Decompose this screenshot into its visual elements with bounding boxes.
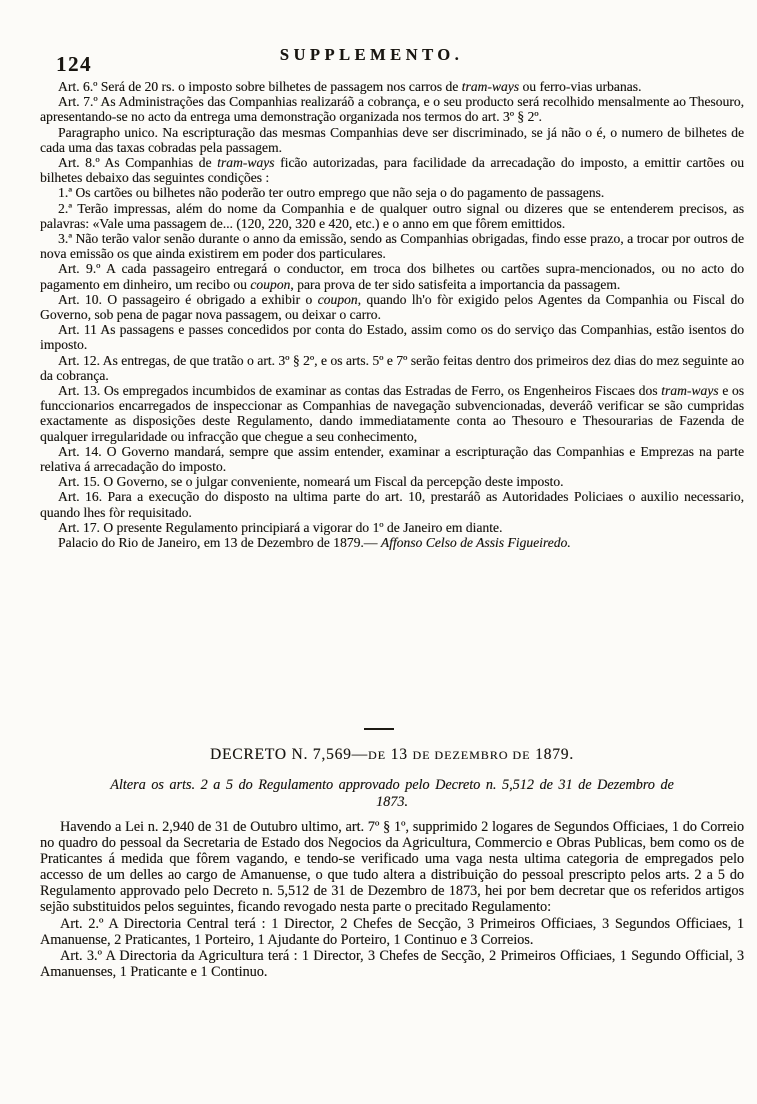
paragraph xyxy=(40,819,744,916)
text-run: Art. 8.º As Companhias de xyxy=(58,155,218,171)
paragraph xyxy=(40,322,744,352)
paragraph xyxy=(40,261,744,291)
text-run: 3.ª Não terão valor senão durante o anno da emissão, sendo as Companhias obrigadas, findo esse prazo, a trocar por outros de nova emissão os que ainda existirem em poder dos particulares. xyxy=(40,231,744,262)
decree-body xyxy=(40,819,744,980)
page-header xyxy=(40,44,743,78)
text-run: Art. 2.º A Directoria Central terá : 1 Director, 2 Chefes de Secção, 3 Primeiros Officiaes, 3 Segundos Officiaes, 1 Amanuense, 2 Praticantes, 1 Porteiro, 1 Ajudante do Porteiro, 1 Continuo e 3 Correios. xyxy=(40,915,744,948)
paragraph xyxy=(40,94,744,124)
paragraph xyxy=(40,231,744,261)
italic-text: coupon xyxy=(250,276,291,292)
paragraph xyxy=(40,292,744,322)
regulation-section xyxy=(40,79,744,550)
italic-text: tram-ways xyxy=(661,383,719,399)
text-run: ficão autorizadas, para facilidade da arrecadação do imposto, a emittir cartões ou bilhetes debaixo das seguintes condições : xyxy=(40,155,744,186)
paragraph xyxy=(40,474,744,489)
text-run: 1.ª Os cartões ou bilhetes não poderão ter outro emprego que não seja o do pagamento de passagens. xyxy=(58,185,605,201)
decree-heading xyxy=(40,746,744,764)
text-run: Palacio do Rio de Janeiro, em 13 de Dezembro de 1879.— xyxy=(58,535,381,551)
decree-section xyxy=(40,746,744,980)
text-run: Havendo a Lei n. 2,940 de 31 de Outubro ultimo, art. 7º § 1º, supprimido 2 logares de Segundos Officiaes, 1 do Correio no quadro do pessoal da Secretaria de Estado dos Negocios da Agricultura, Commercio e Obras Publicas, bem como os de Praticantes á medida que fôrem vagando, e tendo-se verificado uma vaga nesta ultima categoria de empregados pelo accesso de um delles ao cargo de Amanuense, o que tudo altera a distribuição do pessoal prescripto pelos arts. 2 a 5 do Regulamento approvado pelo Decreto n. 5,512 de 31 de Dezembro de 1873, hei por bem decretar que os referidos artigos sejão substituidos pelos seguintes, ficando revogado nesta parte o precitado Regulamento: xyxy=(40,819,744,916)
text-run: Art. 10. O passageiro é obrigado a exhibir o xyxy=(58,291,318,307)
running-title: SUPPLEMENTO. xyxy=(279,45,464,64)
text-run: Paragrapho unico. Na escripturação das mesmas Companhias deve ser discriminado, se já não o é, o numero de bilhetes de cada uma das taxas cobradas pela passagem. xyxy=(40,124,744,155)
italic-text: tram-ways xyxy=(217,155,275,171)
text-run: 13 xyxy=(385,746,413,763)
text-run: 2.ª Terão impressas, além do nome da Companhia e de qualquer outro signal ou dizeres que se entenderem precisos, as palavras: «Vale uma passagem de... (120, 220, 320 e 420, etc.) e o anno em que fôrem emittidos. xyxy=(40,200,744,231)
paragraph xyxy=(40,444,744,474)
paragraph xyxy=(40,383,744,444)
text-run: 1879. xyxy=(530,746,574,763)
text-run: , quando lh'o fòr exigido pelos Agentes da Companhia ou Fiscal do Governo, sob pena de pagar nova passagem, ou deixar o carro. xyxy=(40,291,744,323)
paragraph xyxy=(40,185,744,200)
text-run: Art. 3.º A Directoria da Agricultura terá : 1 Director, 3 Chefes de Secção, 2 Primeiros Officiaes, 1 Segundo Official, 3 Amanuenses, 1 Praticante e 1 Continuo. xyxy=(40,947,744,980)
text-run: Art. 9.º A cada passageiro entregará o conductor, em troca dos bilhetes ou cartões supra-mencionados, ou no acto do pagamento em dinheiro, um recibo ou xyxy=(40,261,744,292)
paragraph xyxy=(40,79,744,94)
text-run: e os funccionarios encarregados de inspeccionar as Companhias de navegação subvencionadas, deveráõ verificar se são cumpridas exactamente as disposições deste Regulamento, dando immediatamente conta ao Thesouro e Thesourarias de Fazenda de qualquer irregularidade ou infracção que chegue a seu conhecimento, xyxy=(40,383,744,444)
text-run: ou ferro-vias urbanas. xyxy=(519,79,642,94)
paragraph xyxy=(40,948,744,980)
italic-text: coupon xyxy=(317,291,358,307)
text-run: , para prova de ter sido satisfeita a importancia da passagem. xyxy=(290,276,621,292)
text-run: Art. 16. Para a execução do disposto na ultima parte do art. 10, prestaráõ as Autoridades Policiaes o auxilio necessario, quando lhes fòr requisitado. xyxy=(40,489,744,520)
paragraph xyxy=(40,201,744,231)
text-run: Art. 15. O Governo, se o julgar conveniente, nomeará um Fiscal da percepção deste imposto. xyxy=(58,474,564,490)
text-run: Art. 6.º Será de 20 rs. o imposto sobre bilhetes de passagem nos carros de xyxy=(58,79,462,94)
text-run: Art. 11 As passagens e passes concedidos por conta do Estado, assim como os do serviço das Companhias, estão isentos do imposto. xyxy=(40,322,744,353)
italic-text: tram-ways xyxy=(461,79,520,94)
text-run: Art. 7.º As Administrações das Companhias realizaráõ a cobrança, e o seu producto será recolhido mensalmente ao Thesouro, apresentando-se no acto da entrega uma demonstração organizada nos termos do art. 3º § 2º. xyxy=(40,94,744,125)
text-run: Art. 12. As entregas, de que tratão o art. 3º § 2º, e os arts. 5º e 7º serão feitas dentro dos primeiros dez dias do mez seguinte ao da cobrança. xyxy=(40,352,744,383)
page-number: 124 xyxy=(56,52,92,76)
text-run: DE xyxy=(367,748,386,762)
text-run: Art. 13. Os empregados incumbidos de examinar as contas das Estradas de Ferro, os Engenheiros Fiscaes dos xyxy=(58,383,662,399)
text-run: Art. 17. O presente Regulamento principiará a vigorar do 1º de Janeiro em diante. xyxy=(58,519,503,535)
paragraph xyxy=(40,353,744,383)
section-divider xyxy=(364,728,394,730)
paragraph xyxy=(40,535,744,550)
paragraph xyxy=(40,125,744,155)
paragraph xyxy=(40,489,744,519)
paragraph xyxy=(40,916,744,948)
text-run: Art. 14. O Governo mandará, sempre que assim entender, examinar a escripturação das Companhias e Emprezas na parte relativa á arrecadação do imposto. xyxy=(40,443,744,475)
decree-subtitle: Altera os arts. 2 a 5 do Regulamento approvado pelo Decreto n. 5,512 de 31 de Dezembro de 1873. xyxy=(110,777,674,810)
text-run: DECRETO N. 7,569— xyxy=(210,746,368,763)
italic-text: Affonso Celso de Assis Figueiredo. xyxy=(380,535,571,551)
paragraph xyxy=(40,520,744,535)
paragraph xyxy=(40,155,744,185)
text-run: DE DEZEMBRO DE xyxy=(412,748,531,762)
